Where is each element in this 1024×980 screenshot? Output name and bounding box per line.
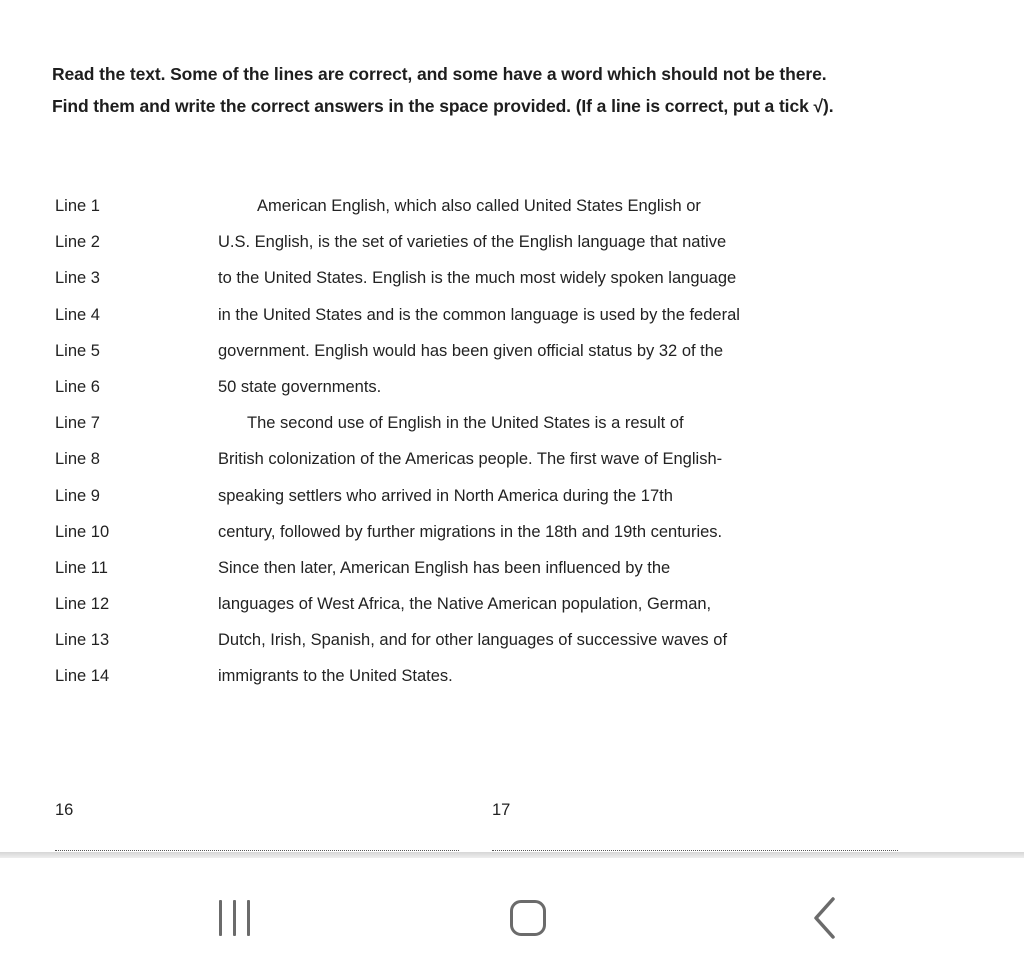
recent-apps-icon <box>219 900 250 936</box>
line-label: Line 7 <box>55 414 100 433</box>
line-text: U.S. English, is the set of varieties of the English language that native <box>218 233 727 252</box>
answer-number-17: 17 <box>492 801 511 819</box>
line-text: speaking settlers who arrived in North America during the 17th <box>218 486 673 505</box>
line-label: Line 14 <box>55 667 110 686</box>
home-button[interactable] <box>488 888 568 948</box>
answer-blank-16[interactable] <box>55 850 459 851</box>
text-line-row <box>0 550 1024 586</box>
line-text: Since then later, American English has been influenced by the <box>218 558 671 577</box>
line-text: 50 state governments. <box>218 377 382 396</box>
line-label: Line 6 <box>55 377 100 396</box>
system-navigation-bar <box>0 858 1024 980</box>
instructions-line-1: Read the text. Some of the lines are correct, and some have a word which should not be there. <box>52 64 827 84</box>
text-line-row <box>0 478 1024 514</box>
recent-apps-button[interactable] <box>194 888 274 948</box>
text-lines <box>0 188 1024 695</box>
text-line-row <box>0 188 1024 224</box>
text-line-row <box>0 333 1024 369</box>
line-text: immigrants to the United States. <box>218 667 453 686</box>
line-text: Dutch, Irish, Spanish, and for other languages of successive waves of <box>218 631 728 650</box>
answer-blank-17[interactable] <box>492 850 898 851</box>
text-line-row <box>0 586 1024 622</box>
text-line-row <box>0 405 1024 441</box>
text-line-row <box>0 622 1024 658</box>
line-text: British colonization of the Americas people. The first wave of English- <box>218 450 723 469</box>
answer-number-16: 16 <box>55 801 74 819</box>
line-label: Line 8 <box>55 450 100 469</box>
text-line-row <box>0 514 1024 550</box>
instructions <box>52 58 972 122</box>
text-line-row <box>0 441 1024 477</box>
line-text: century, followed by further migrations in the 18th and 19th centuries. <box>218 522 723 541</box>
line-label: Line 13 <box>55 631 110 650</box>
line-label: Line 5 <box>55 341 100 360</box>
line-label: Line 12 <box>55 595 110 614</box>
line-label: Line 1 <box>55 197 100 215</box>
line-text: to the United States. English is the much most widely spoken language <box>218 269 737 288</box>
text-line-row <box>0 297 1024 333</box>
back-icon <box>811 896 837 940</box>
line-label: Line 11 <box>55 558 108 577</box>
line-label: Line 2 <box>55 233 100 252</box>
text-line-row <box>0 260 1024 296</box>
line-text: languages of West Africa, the Native American population, German, <box>218 595 712 614</box>
line-text: government. English would has been given official status by 32 of the <box>218 341 724 360</box>
text-line-row <box>0 224 1024 260</box>
text-line-row <box>0 369 1024 405</box>
line-label: Line 10 <box>55 522 110 541</box>
line-label: Line 4 <box>55 305 100 324</box>
line-text: The second use of English in the United States is a result of <box>247 414 684 433</box>
back-button[interactable] <box>784 888 864 948</box>
line-label: Line 3 <box>55 269 100 288</box>
text-line-row <box>0 658 1024 694</box>
line-label: Line 9 <box>55 486 100 505</box>
instructions-line-2: Find them and write the correct answers in the space provided. (If a line is correct, put a tick √). <box>52 96 834 116</box>
line-text: in the United States and is the common language is used by the federal <box>218 305 740 324</box>
home-icon <box>510 900 546 936</box>
line-text: American English, which also called United States English or <box>257 197 701 215</box>
